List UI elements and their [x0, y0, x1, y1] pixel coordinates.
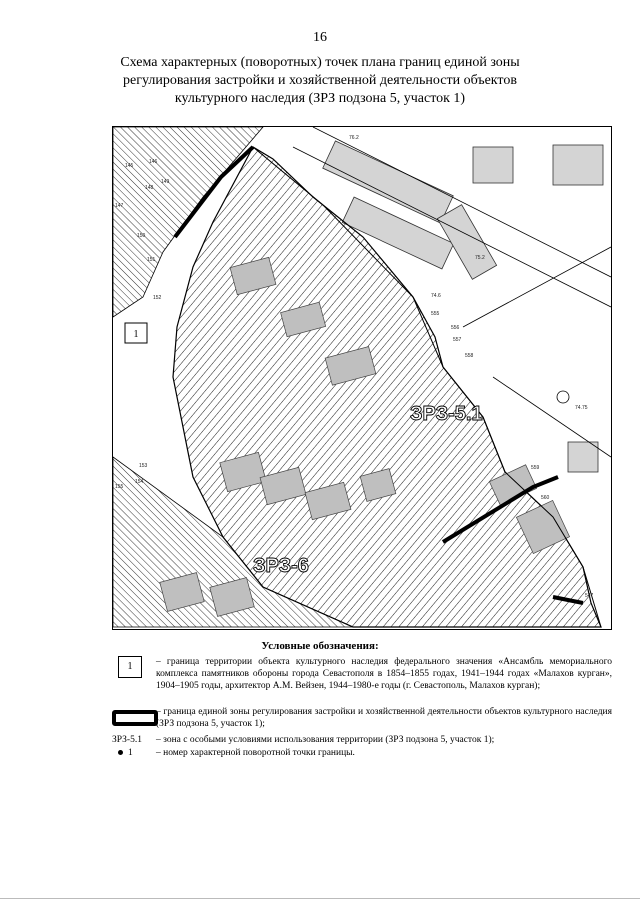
point-label: 547 [585, 593, 594, 599]
zone-label-zrz-6: ЗРЗ-6 [253, 555, 309, 577]
footer-rule [0, 898, 640, 899]
point-label: 557 [453, 337, 462, 343]
legend-item-point-number [112, 747, 612, 760]
point-label: 148 [145, 185, 154, 191]
legend-text: – зона с особыми условиями использования территории (ЗРЗ подзона 5, участок 1); [156, 735, 495, 745]
point-label: 560 [541, 495, 550, 501]
legend-title: Условные обозначения: [261, 640, 379, 652]
point-label: 145 [125, 163, 134, 169]
point-number-sample: 1 [128, 748, 133, 758]
point-label: 556 [451, 325, 460, 331]
elevation-label: 74.75 [575, 405, 588, 411]
point-label: 555 [431, 311, 440, 317]
point-number-symbol [112, 747, 158, 759]
legend-item-object-boundary [112, 656, 612, 702]
legend-item-zone-boundary [112, 706, 612, 732]
zone-code-symbol: ЗРЗ-5.1 [112, 735, 142, 745]
point-label: 558 [465, 353, 474, 359]
page-number: 16 [313, 30, 327, 45]
document-title: Схема характерных (поворотных) точек плана границ единой зоны регулирования застройки и хозяйственной деятельности объектов культурного наследия (ЗРЗ подзона 5, участок 1) [120, 55, 520, 106]
object-box-label: 1 [133, 329, 139, 340]
legend-text: – граница единой зоны регулирования застройки и хозяйственной деятельности объектов культурного наследия (ЗРЗ подзона 5, участок 1); [156, 707, 612, 729]
point-label: 147 [115, 203, 124, 209]
point-label: 151 [147, 257, 156, 263]
point-label: 150 [137, 233, 146, 239]
point-label: 152 [153, 295, 162, 301]
zone-boundary-symbol [112, 710, 158, 726]
legend-text: – номер характерной поворотной точки границы. [156, 748, 355, 758]
zone-label-zrz-5-1: ЗРЗ-5.1 [410, 403, 483, 425]
point-dot-icon [118, 750, 123, 755]
point-label: 559 [531, 465, 540, 471]
point-label: 149 [161, 179, 170, 185]
legend-text: – граница территории объекта культурного наследия федерального значения «Ансамбль мемориального комплекса памятников обороны города Севастополя в 1854–1855 годах, 1941–1944 годах «Малахов курган», 1904–1905 годы, архитектор А.М. Вейзен, 1944–1980-е годы (г. Севастополь, Малахов курган); [156, 657, 612, 691]
map-figure [112, 126, 612, 630]
elevation-label: 74.6 [431, 293, 441, 299]
point-label: 154 [135, 479, 144, 485]
point-label: 146 [149, 159, 158, 165]
legend-item-zone-code [112, 734, 612, 747]
point-label: 153 [139, 463, 148, 469]
map-canvas [113, 127, 611, 629]
elevation-label: 75.2 [475, 255, 485, 261]
elevation-label: 76.2 [349, 135, 359, 141]
object-box-symbol: 1 [118, 656, 142, 678]
point-label: 155 [115, 484, 124, 490]
